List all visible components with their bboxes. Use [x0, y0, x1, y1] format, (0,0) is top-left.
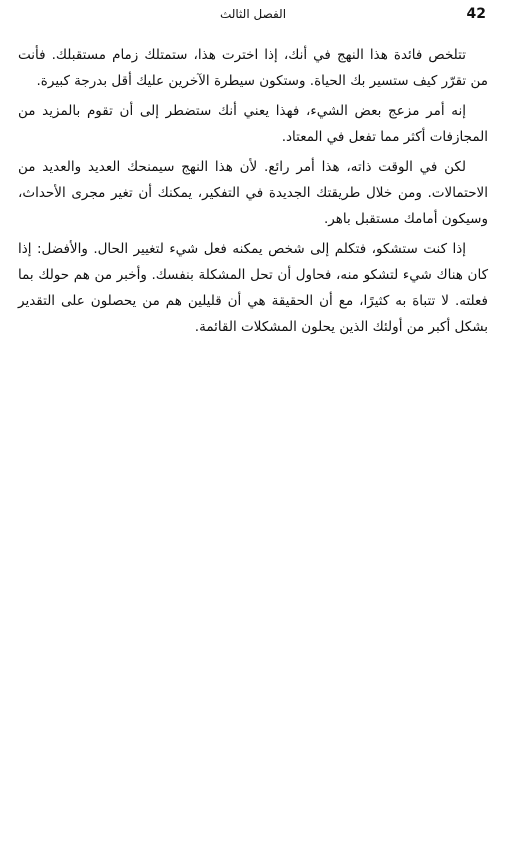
paragraph: لكن في الوقت ذاته، هذا أمر رائع. لأن هذا النهج سيمنحك العديد والعديد من الاحتمالات. ومن خلال طريقتك الجديدة في التفكير، يمكنك أن تغير مجرى الأحداث، وسيكون أمامك مستقبل باهر. — [18, 159, 488, 227]
paragraph: إذا كنت ستشكو، فتكلم إلى شخص يمكنه فعل شيء لتغيير الحال. والأفضل: إذا كان هناك شيء لتشكو منه، فحاول أن تحل المشكلة بنفسك. وأخبر من هم حولك بما فعلته. لا تتباهَ به كثيرًا، مع أن الحقيقة هي أن قليلين هم من يحصلون على التقدير بشكل أكبر من أولئك الذين يحلون المشكلات القائمة. — [18, 241, 488, 335]
page-number: 42 — [466, 6, 486, 22]
chapter-title: الفصل الثالث — [219, 7, 287, 21]
paragraph: إنه أمر مزعج بعض الشيء، فهذا يعني أنك ستضطر إلى أن تقوم بالمزيد من المجازفات أكثر مما تفعل في المعتاد. — [18, 103, 488, 145]
body-text — [18, 42, 488, 344]
running-header — [18, 6, 488, 28]
paragraph: تتلخص فائدة هذا النهج في أنك، إذا اخترت هذا، ستمتلك زمام مستقبلك. فأنت من تقرّر كيف ستسير بك الحياة. وستكون سيطرة الآخرين عليك أقل بدرجة كبيرة. — [18, 47, 488, 89]
